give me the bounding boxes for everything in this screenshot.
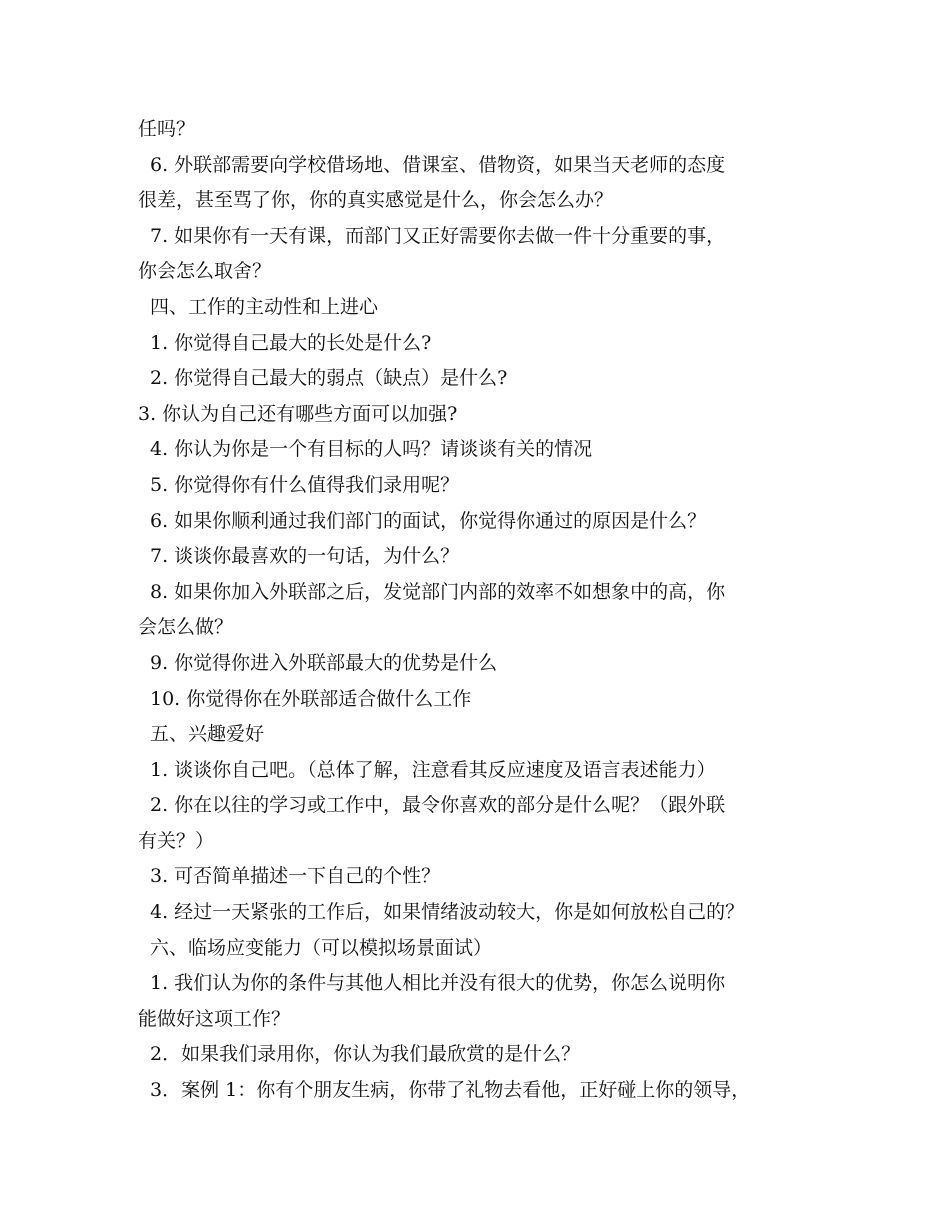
question-item: 6. 外联部需要向学校借场地、借课室、借物资，如果当天老师的态度 (150, 153, 726, 176)
question-item: 2. 你觉得自己最大的弱点（缺点）是什么? (150, 367, 508, 390)
text-line: 有关？） (138, 829, 215, 852)
question-item: 1. 我们认为你的条件与其他人相比并没有很大的优势，你怎么说明你 (150, 972, 726, 995)
question-item: 9. 你觉得你进入外联部最大的优势是什么 (150, 651, 498, 674)
text-line: 会怎么做？ (138, 616, 234, 639)
question-item: 8. 如果你加入外联部之后，发觉部门内部的效率不如想象中的高，你 (150, 580, 726, 603)
question-item: 3. 你认为自己还有哪些方面可以加强? (138, 402, 458, 425)
question-item: 1. 你觉得自己最大的长处是什么? (150, 331, 432, 354)
text-line: 很差，甚至骂了你，你的真实感觉是什么，你会怎么办？ (138, 189, 614, 212)
question-item: 3. 可否简单描述一下自己的个性？ (150, 865, 441, 888)
section-heading: 六、临场应变能力（可以模拟场景面试） (150, 936, 493, 959)
question-item: 2. 你在以往的学习或工作中，最令你喜欢的部分是什么呢？（跟外联 (150, 794, 726, 817)
section-heading: 五、兴趣爱好 (150, 723, 265, 746)
text-line: 能做好这项工作？ (138, 1007, 291, 1030)
section-heading: 四、工作的主动性和上进心 (150, 295, 379, 318)
text-line: 你会怎么取舍？ (138, 260, 272, 283)
question-item: 1. 谈谈你自己吧。（总体了解，注意看其反应速度及语言表述能力） (150, 758, 716, 781)
document-page (138, 112, 828, 1109)
question-item: 4. 你认为你是一个有目标的人吗？请谈谈有关的情况 (150, 438, 593, 461)
question-item: 2．如果我们录用你，你认为我们最欣赏的是什么？ (150, 1043, 581, 1066)
question-item: 5. 你觉得你有什么值得我们录用呢？ (150, 473, 460, 496)
question-item: 3．案例 1：你有个朋友生病，你带了礼物去看他，正好碰上你的领导， (150, 1079, 751, 1102)
question-item: 6. 如果你顺利通过我们部门的面试，你觉得你通过的原因是什么？ (150, 509, 707, 532)
question-item: 10. 你觉得你在外联部适合做什么工作 (150, 687, 472, 710)
question-item: 7. 如果你有一天有课，而部门又正好需要你去做一件十分重要的事， (150, 224, 726, 247)
text-line: 任吗？ (138, 118, 196, 140)
question-item: 7. 谈谈你最喜欢的一句话，为什么？ (150, 545, 460, 568)
question-item: 4. 经过一天紧张的工作后，如果情绪波动较大，你是如何放松自己的？ (150, 901, 745, 924)
